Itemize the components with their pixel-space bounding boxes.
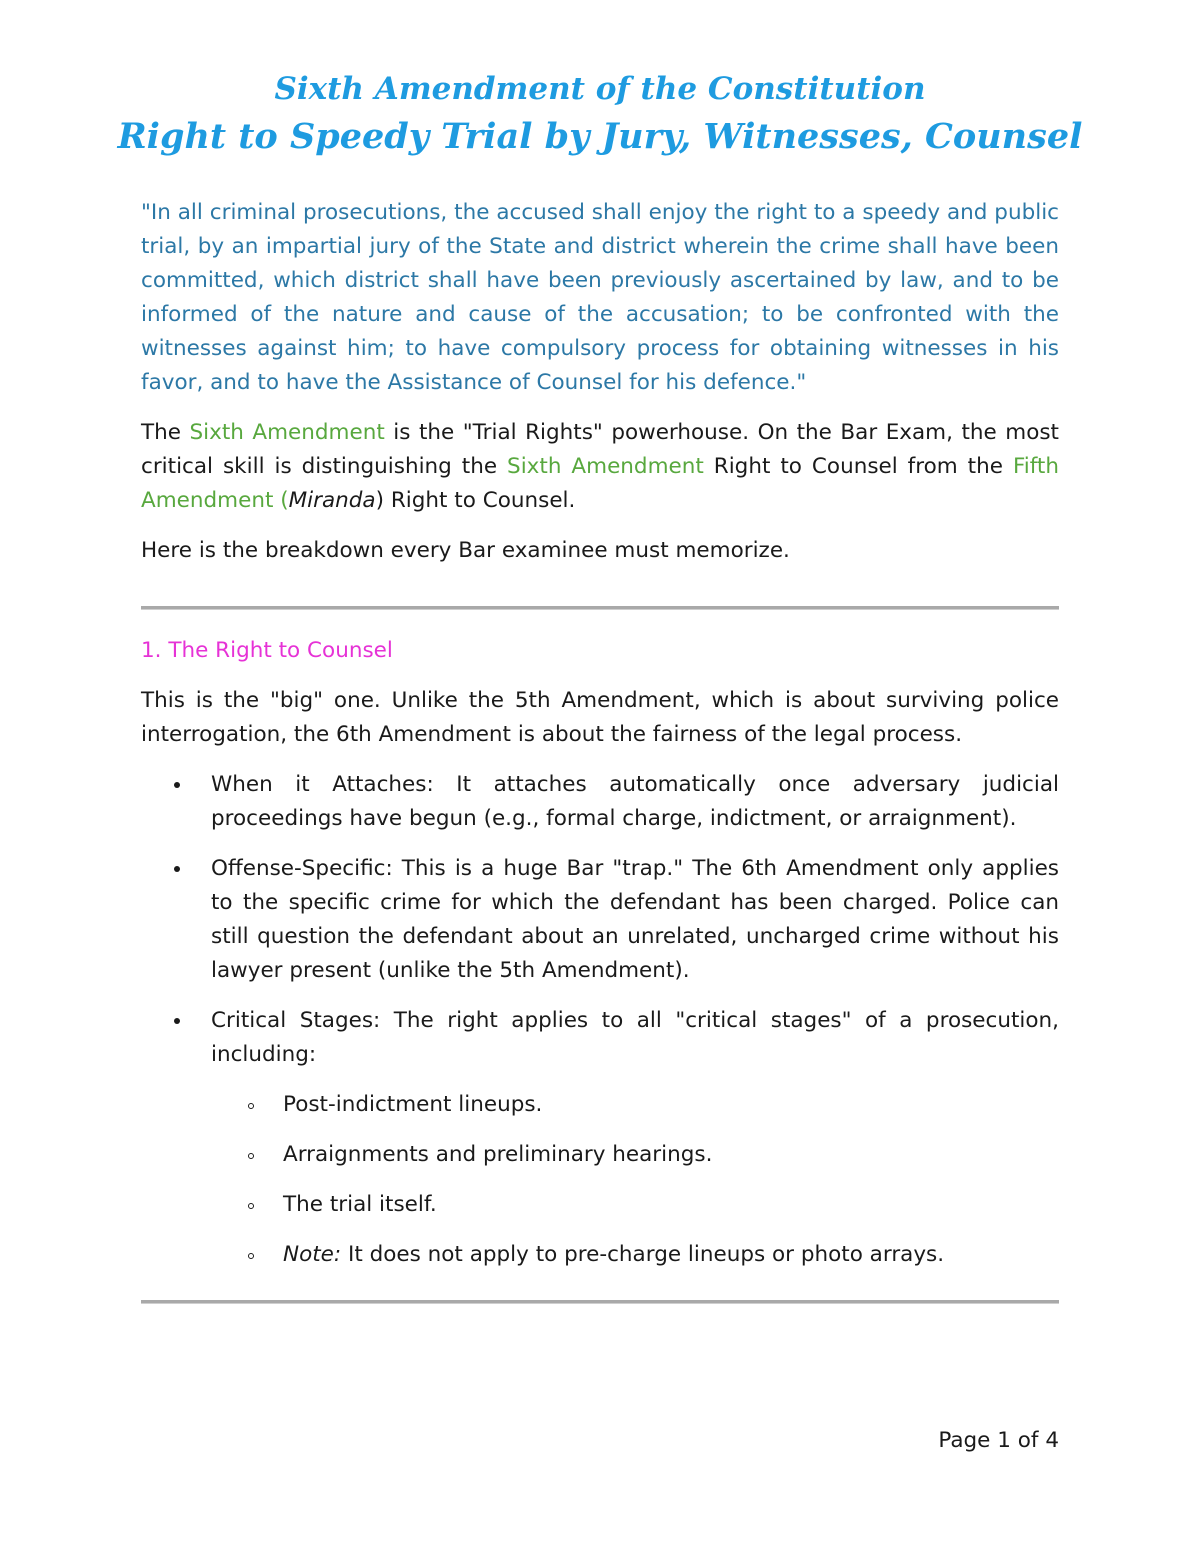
- page-number: Page 1 of 4: [938, 1428, 1059, 1453]
- section-heading-right-to-counsel: 1. The Right to Counsel: [141, 638, 393, 663]
- intro-text-3: Right to Counsel from the: [703, 454, 1013, 479]
- list-item: [141, 1004, 1059, 1272]
- bullet-dot-icon: [174, 782, 180, 788]
- circle-bullet-icon: [248, 1203, 254, 1209]
- note-label: Note:: [283, 1242, 342, 1267]
- bullet-dot-icon: [174, 1018, 180, 1024]
- sub-list-item-text: Post-indictment lineups.: [283, 1092, 543, 1117]
- amendment-quote: "In all criminal prosecutions, the accused shall enjoy the right to a speedy and public trial, by an impartial jury of the State and district wherein the crime shall have been committed, which district shall have been previously ascertained by law, and to be informed of the nature and cause of the accusation; to be confronted with the witnesses against him; to have compulsory process for obtaining witnesses in his favor, and to have the Assistance of Counsel for his defence.": [141, 200, 1059, 395]
- section-lead-paragraph: This is the "big" one. Unlike the 5th Amendment, which is about surviving police interrogation, the 6th Amendment is about the fairness of the legal process.: [141, 688, 1059, 747]
- sixth-amendment-link-2[interactable]: Sixth Amendment: [507, 454, 704, 479]
- circle-bullet-icon: [248, 1253, 254, 1259]
- list-item-text: Offense-Specific: This is a huge Bar "trap." The 6th Amendment only applies to the specific crime for which the defendant has been charged. Police can still question the defendant about an unrelated, uncharged crime without his lawyer present (unlike the 5th Amendment).: [211, 856, 1059, 983]
- bullet-dot-icon: [174, 866, 180, 872]
- title-line-2: Right to Speedy Trial by Jury, Witnesses, Counsel: [117, 116, 1083, 157]
- sub-list-item: [211, 1138, 1059, 1172]
- circle-bullet-icon: [248, 1153, 254, 1159]
- fifth-amendment-link[interactable]: Fifth Amendment (: [141, 454, 1059, 513]
- list-item-text: When it Attaches: It attaches automatically once adversary judicial proceedings have begun (e.g., formal charge, indictment, or arraignment).: [211, 772, 1059, 831]
- sub-list-item: [211, 1238, 1059, 1272]
- sub-bullet-list: [211, 1088, 1059, 1272]
- document-title: [0, 66, 1200, 162]
- document-body: [141, 196, 1059, 1328]
- intro-text-1: The: [141, 420, 190, 445]
- title-line-1: Sixth Amendment of the Constitution: [274, 71, 926, 107]
- circle-bullet-icon: [248, 1103, 254, 1109]
- intro-text-4: ) Right to Counsel.: [375, 488, 576, 513]
- sub-list-item-text: The trial itself.: [283, 1192, 437, 1217]
- intro-paragraph: [141, 416, 1059, 518]
- horizontal-divider: [141, 1300, 1059, 1304]
- sixth-amendment-link[interactable]: Sixth Amendment: [189, 420, 385, 445]
- miranda-text: Miranda: [288, 488, 376, 513]
- list-item: [141, 768, 1059, 836]
- bullet-list: [141, 768, 1059, 1272]
- intro-text-2: is the "Trial Rights" powerhouse. On the Bar Exam, the most critical skill is distinguishing the: [141, 420, 1059, 479]
- sub-list-item-text: Arraignments and preliminary hearings.: [283, 1142, 713, 1167]
- sub-list-item: [211, 1188, 1059, 1222]
- list-item-text: Critical Stages: The right applies to all "critical stages" of a prosecution, including:: [211, 1008, 1059, 1067]
- list-item: [141, 852, 1059, 988]
- note-text: It does not apply to pre-charge lineups or photo arrays.: [341, 1242, 945, 1267]
- horizontal-divider: [141, 606, 1059, 610]
- sub-list-item: [211, 1088, 1059, 1122]
- breakdown-paragraph: Here is the breakdown every Bar examinee must memorize.: [141, 538, 790, 563]
